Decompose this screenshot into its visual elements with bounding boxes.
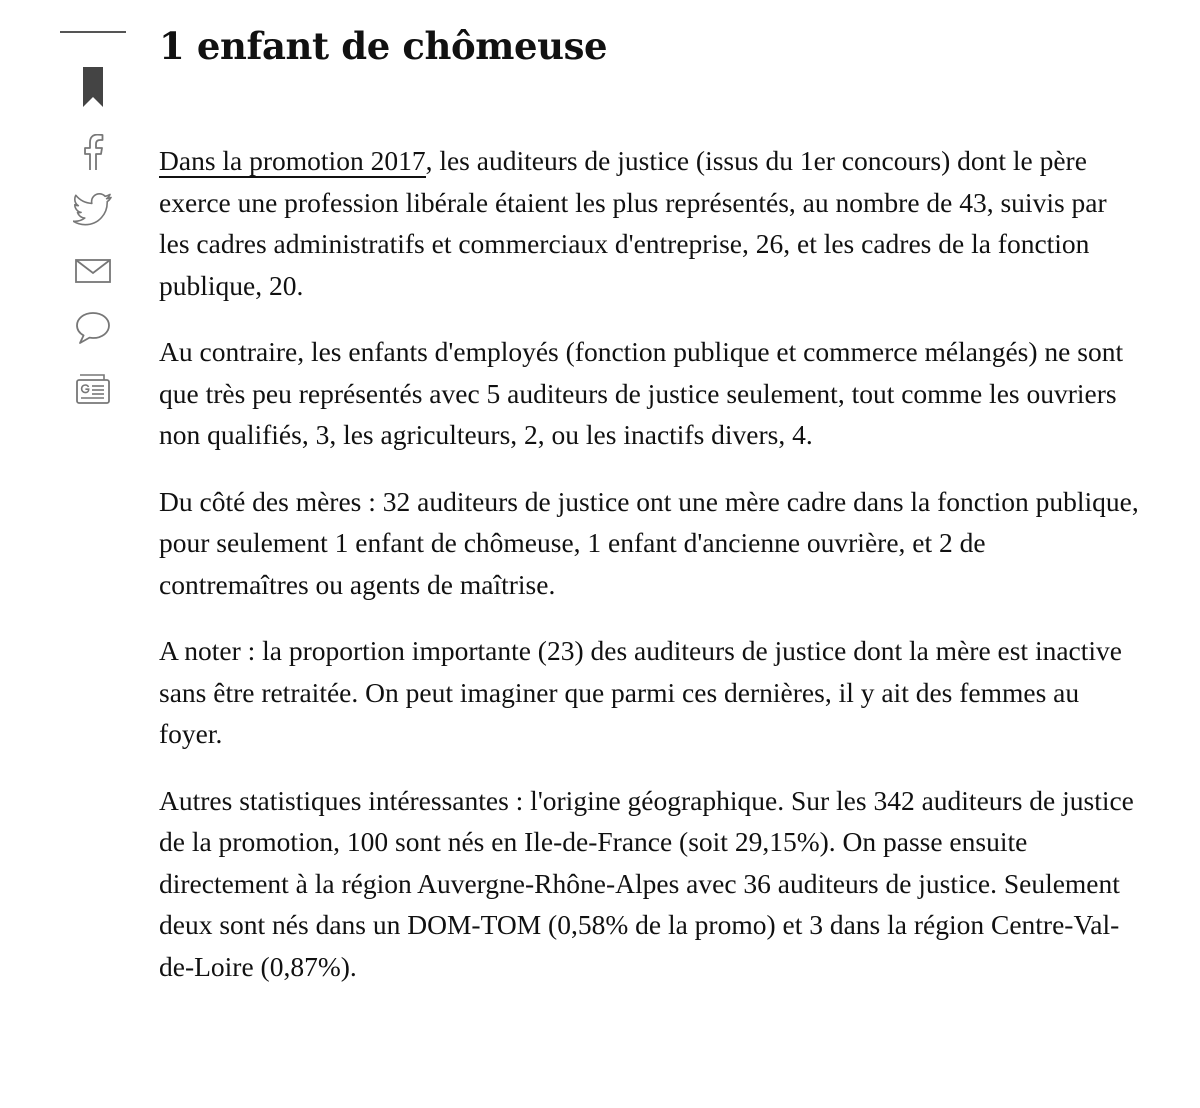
bookmark-icon[interactable]	[70, 66, 116, 108]
facebook-icon[interactable]	[70, 132, 116, 172]
share-rail-divider	[60, 31, 126, 33]
paragraph-2: Au contraire, les enfants d'employés (fonction publique et commerce mélangés) ne sont que très peu représentés avec 5 auditeurs de justice seulement, tout comme les ouvriers non qualifiés, 3, les agriculteurs, 2, ou les inactifs divers, 4.	[159, 336, 1124, 450]
paragraph-5: Autres statistiques intéressantes : l'origine géographique. Sur les 342 auditeurs de justice de la promotion, 100 sont nés en Ile-de-France (soit 29,15%). On passe ensuite directement à la région Auvergne-Rhône-Alpes avec 36 auditeurs de justice. Seulement deux sont nés dans un DOM-TOM (0,58% de la promo) et 3 dans la région Centre-Val-de-Loire (0,87%).	[159, 784, 1134, 982]
paragraph-3: Du côté des mères : 32 auditeurs de justice ont une mère cadre dans la fonction publique, pour seulement 1 enfant de chômeuse, 1 enfant d'ancienne ouvrière, et 2 de contremaîtres ou agents de maîtrise.	[159, 485, 1139, 600]
paragraph-1-text: , les auditeurs de justice (issus du 1er concours) dont le père exerce une profession libérale étaient les plus représentés, au nombre de 43, suivis par les cadres administratifs et commerciaux d'entreprise, 26, et les cadres de la fonction publique, 20.	[159, 145, 1107, 301]
paragraph-1	[159, 140, 1139, 306]
promotion-2017-link[interactable]: Dans la promotion 2017	[159, 145, 426, 176]
comment-icon[interactable]	[70, 308, 116, 348]
twitter-icon[interactable]	[70, 192, 116, 228]
article-body	[159, 18, 1139, 1012]
email-icon[interactable]	[70, 256, 116, 286]
paragraph-4: A noter : la proportion importante (23) des auditeurs de justice dont la mère est inactive sans être retraitée. On peut imaginer que parmi ces dernières, il y ait des femmes au foyer.	[159, 635, 1122, 749]
article-heading: 1 enfant de chômeuse	[159, 24, 608, 68]
google-news-icon[interactable]	[70, 370, 116, 408]
